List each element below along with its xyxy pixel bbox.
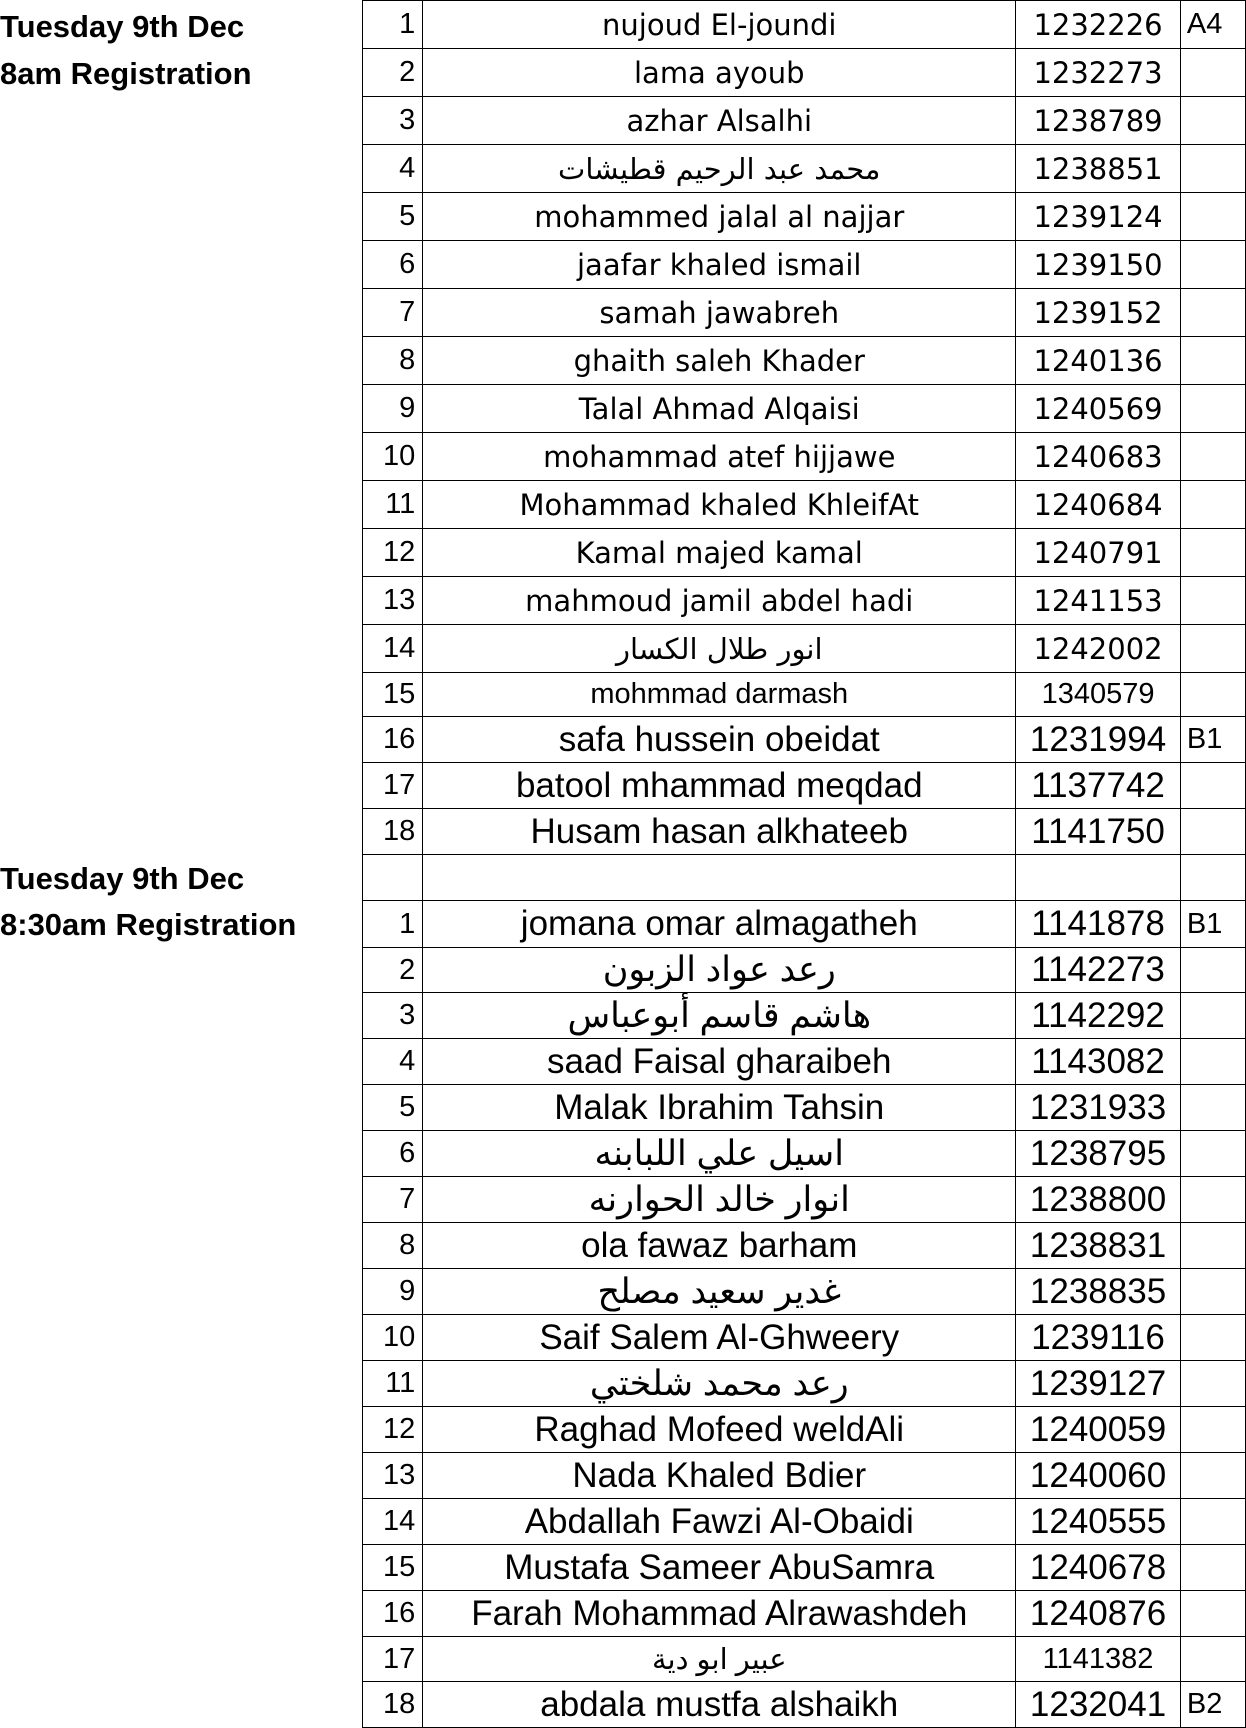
table-row [363,1591,1246,1637]
student-id: 1239150 [1016,241,1181,289]
student-id: 1240683 [1016,433,1181,481]
student-id: 1142273 [1016,948,1181,993]
student-name: azhar Alsalhi [423,97,1016,145]
group-code [1180,625,1245,673]
student-id: 1240876 [1016,1591,1181,1637]
table-row [363,809,1246,855]
student-id: 1238831 [1016,1223,1181,1269]
student-id: 1239152 [1016,289,1181,337]
row-number: 3 [363,97,423,145]
group-code [1180,577,1245,625]
row-number: 14 [363,625,423,673]
student-name: mohammed jalal al najjar [423,193,1016,241]
group-code [1180,1499,1245,1545]
group-code [1180,193,1245,241]
table-row [363,49,1246,97]
student-id: 1238851 [1016,145,1181,193]
student-name: Mustafa Sameer AbuSamra [423,1545,1016,1591]
table-row [363,385,1246,433]
table-row [363,901,1246,948]
student-name: رعد محمد شلختي [423,1361,1016,1407]
row-number: 9 [363,385,423,433]
student-name: samah jawabreh [423,289,1016,337]
table-row [363,1499,1246,1545]
table-row [363,1361,1246,1407]
student-id: 1240684 [1016,481,1181,529]
group-code [1180,1177,1245,1223]
table-row [363,1637,1246,1682]
student-name: Malak Ibrahim Tahsin [423,1085,1016,1131]
group-code [1180,145,1245,193]
student-id: 1240059 [1016,1407,1181,1453]
student-name: رعد عواد الزبون [423,948,1016,993]
row-number: 1 [363,1,423,49]
group-code [1180,948,1245,993]
table-row [363,481,1246,529]
row-number: 18 [363,1682,423,1728]
row-number: 6 [363,1131,423,1177]
row-number: 8 [363,337,423,385]
group-code [1180,289,1245,337]
group-code [1180,433,1245,481]
row-number: 4 [363,145,423,193]
group-code [1180,1315,1245,1361]
table-row [363,337,1246,385]
empty-cell [1016,855,1181,901]
group-code [1180,1361,1245,1407]
table-row [363,241,1246,289]
student-id: 1239127 [1016,1361,1181,1407]
row-number: 10 [363,1315,423,1361]
group-code [1180,1085,1245,1131]
group-code [1180,97,1245,145]
student-name: mohmmad darmash [423,673,1016,717]
table-row [363,763,1246,809]
student-id: 1232041 [1016,1682,1181,1728]
student-name: Raghad Mofeed weldAli [423,1407,1016,1453]
group-code [1180,1453,1245,1499]
row-number: 10 [363,433,423,481]
group-code: B1 [1180,717,1245,763]
student-id: 1240555 [1016,1499,1181,1545]
student-id: 1141878 [1016,901,1181,948]
student-name: عبير ابو دية [423,1637,1016,1682]
student-name: Kamal majed kamal [423,529,1016,577]
group-code: B2 [1180,1682,1245,1728]
group-code [1180,1269,1245,1315]
student-id: 1238789 [1016,97,1181,145]
student-name: هاشم قاسم أبوعباس [423,993,1016,1039]
row-number: 1 [363,901,423,948]
student-id: 1239116 [1016,1315,1181,1361]
group-code [1180,1545,1245,1591]
student-id: 1137742 [1016,763,1181,809]
row-number: 13 [363,1453,423,1499]
student-id: 1240678 [1016,1545,1181,1591]
row-number: 2 [363,49,423,97]
group-code: B1 [1180,901,1245,948]
table-row [363,1085,1246,1131]
row-number: 4 [363,1039,423,1085]
student-name: saad Faisal gharaibeh [423,1039,1016,1085]
table-row [363,625,1246,673]
row-number: 7 [363,1177,423,1223]
table-row [363,1407,1246,1453]
row-number: 6 [363,241,423,289]
student-name: انور طلال الكسار [423,625,1016,673]
table-row [363,1315,1246,1361]
row-number: 17 [363,1637,423,1682]
group-code [1180,337,1245,385]
table-row [363,1269,1246,1315]
group-code [1180,1223,1245,1269]
table-row [363,717,1246,763]
session-830am-day: Tuesday 9th Dec [0,861,245,896]
table-row [363,1,1246,49]
registration-table-body [363,1,1246,1728]
session-8am-time: 8am Registration [0,56,252,91]
table-row [363,577,1246,625]
student-id: 1242002 [1016,625,1181,673]
row-number: 11 [363,481,423,529]
group-code [1180,673,1245,717]
student-id: 1238800 [1016,1177,1181,1223]
student-name: safa hussein obeidat [423,717,1016,763]
group-code [1180,49,1245,97]
student-id: 1240060 [1016,1453,1181,1499]
group-code [1180,529,1245,577]
student-name: انوار خالد الحوارنه [423,1177,1016,1223]
group-code [1180,1637,1245,1682]
row-number: 17 [363,763,423,809]
table-row [363,1453,1246,1499]
student-id: 1241153 [1016,577,1181,625]
row-number: 5 [363,193,423,241]
table-row [363,1545,1246,1591]
table-row [363,289,1246,337]
group-code: A4 [1180,1,1245,49]
table-row [363,529,1246,577]
table-row [363,1177,1246,1223]
group-code [1180,993,1245,1039]
student-name: Talal Ahmad Alqaisi [423,385,1016,433]
student-name: abdala mustfa alshaikh [423,1682,1016,1728]
table-row [363,97,1246,145]
row-number: 15 [363,673,423,717]
group-code [1180,1591,1245,1637]
row-number: 7 [363,289,423,337]
row-number: 16 [363,717,423,763]
row-number: 15 [363,1545,423,1591]
registration-table [362,0,1246,1728]
student-id: 1231994 [1016,717,1181,763]
row-number: 5 [363,1085,423,1131]
student-id: 1238835 [1016,1269,1181,1315]
table-row [363,145,1246,193]
student-name: Husam hasan alkhateeb [423,809,1016,855]
session-830am-time: 8:30am Registration [0,907,297,942]
empty-cell [363,855,423,901]
row-number: 12 [363,529,423,577]
student-name: nujoud El-joundi [423,1,1016,49]
student-name: Abdallah Fawzi Al-Obaidi [423,1499,1016,1545]
student-id: 1238795 [1016,1131,1181,1177]
student-id: 1240791 [1016,529,1181,577]
table-row [363,673,1246,717]
row-number: 8 [363,1223,423,1269]
student-name: ghaith saleh Khader [423,337,1016,385]
row-number: 2 [363,948,423,993]
empty-cell [423,855,1016,901]
table-row [363,993,1246,1039]
row-number: 9 [363,1269,423,1315]
group-code [1180,1407,1245,1453]
student-id: 1240569 [1016,385,1181,433]
table-row [363,1682,1246,1728]
row-number: 11 [363,1361,423,1407]
student-id: 1232226 [1016,1,1181,49]
student-id: 1240136 [1016,337,1181,385]
table-row [363,1039,1246,1085]
student-name: Nada Khaled Bdier [423,1453,1016,1499]
table-row [363,1131,1246,1177]
student-id: 1340579 [1016,673,1181,717]
group-code [1180,385,1245,433]
student-name: mahmoud jamil abdel hadi [423,577,1016,625]
student-name: ola fawaz barham [423,1223,1016,1269]
table-row [363,193,1246,241]
student-id: 1232273 [1016,49,1181,97]
row-number: 12 [363,1407,423,1453]
student-name: غدير سعيد مصلح [423,1269,1016,1315]
empty-cell [1180,855,1245,901]
group-code [1180,763,1245,809]
student-id: 1239124 [1016,193,1181,241]
group-code [1180,809,1245,855]
row-number: 16 [363,1591,423,1637]
student-id: 1141750 [1016,809,1181,855]
student-name: mohammad atef hijjawe [423,433,1016,481]
student-name: lama ayoub [423,49,1016,97]
row-number: 3 [363,993,423,1039]
group-code [1180,241,1245,289]
group-code [1180,481,1245,529]
student-id: 1142292 [1016,993,1181,1039]
student-id: 1231933 [1016,1085,1181,1131]
separator-row [363,855,1246,901]
student-id: 1143082 [1016,1039,1181,1085]
student-name: batool mhammad meqdad [423,763,1016,809]
row-number: 18 [363,809,423,855]
student-name: Farah Mohammad Alrawashdeh [423,1591,1016,1637]
student-name: اسيل علي اللبابنه [423,1131,1016,1177]
table-row [363,433,1246,481]
session-8am-day: Tuesday 9th Dec [0,9,245,44]
student-name: jomana omar almagatheh [423,901,1016,948]
group-code [1180,1131,1245,1177]
group-code [1180,1039,1245,1085]
student-id: 1141382 [1016,1637,1181,1682]
student-name: محمد عبد الرحيم قطيشات [423,145,1016,193]
student-name: Mohammad khaled KhleifAt [423,481,1016,529]
row-number: 13 [363,577,423,625]
table-row [363,1223,1246,1269]
table-row [363,948,1246,993]
row-number: 14 [363,1499,423,1545]
student-name: jaafar khaled ismail [423,241,1016,289]
student-name: Saif Salem Al-Ghweery [423,1315,1016,1361]
